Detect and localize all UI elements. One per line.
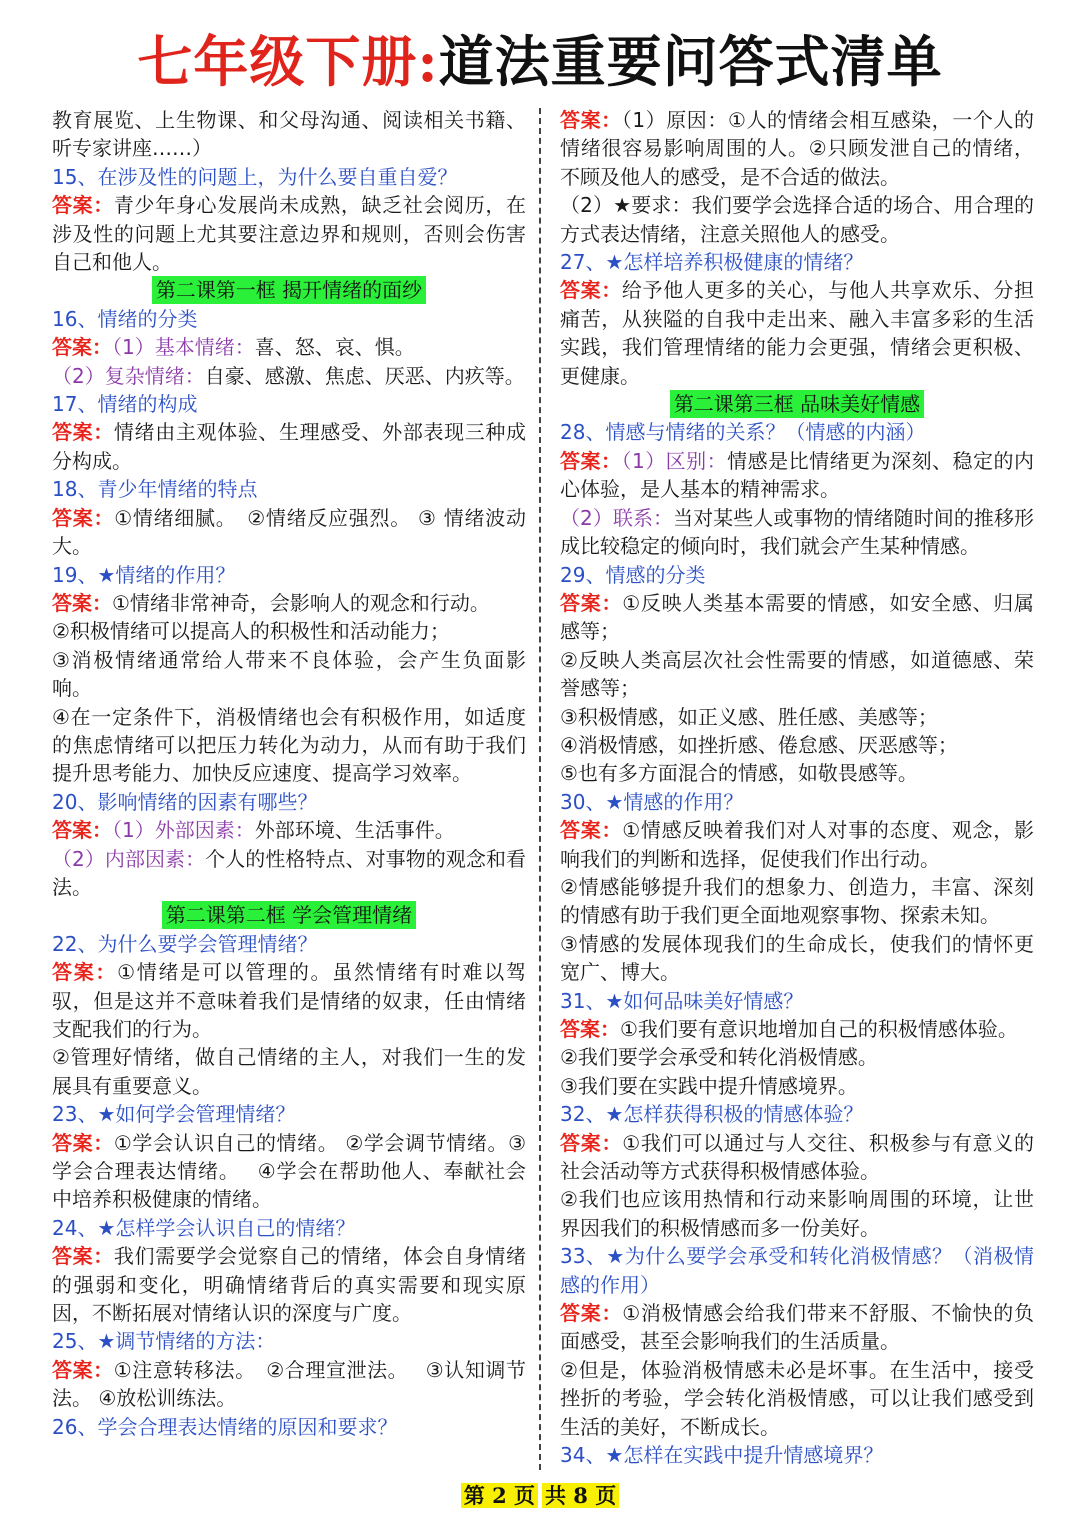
page-title xyxy=(0,22,1080,102)
text-continuation: 教育展览、上生物课、和父母沟通、阅读相关书籍、听专家讲座……） xyxy=(52,108,526,161)
answer-27: 答案：给予他人更多的关心，与他人共享欢乐、分担痛苦，从狭隘的自我中走出来、融入丰富多彩的生活实践，我们管理情绪的能力会更强，情绪会更积极、更健康。 xyxy=(560,278,1034,388)
answer-label: 答案： xyxy=(560,1130,623,1155)
answer-label: 答案： xyxy=(560,818,623,843)
title-subject: 道法重要问答式清单 xyxy=(438,29,943,94)
answer-label: 答案： xyxy=(560,1017,620,1041)
left-column xyxy=(52,106,526,1471)
question-32: 32、★怎样获得积极的情感体验？ xyxy=(560,1102,864,1127)
question-28: 28、情感与情绪的关系？（情感的内涵） xyxy=(560,420,926,445)
answer-29-2: ②反映人类高层次社会性需要的情感，如道德感、荣誉感等； xyxy=(560,647,1034,701)
answer-18: 答案：①情绪细腻。 ②情绪反应强烈。 ③ 情绪波动大。 xyxy=(52,505,526,559)
answer-19-2: ②积极情绪可以提高人的积极性和活动能力； xyxy=(52,619,450,644)
answer-15: 答案：青少年身心发展尚未成熟，缺乏社会阅历，在涉及性的问题上尤其要注意边界和规则，否则会伤害自己和他人。 xyxy=(52,193,526,275)
question-16: 16、情绪的分类 xyxy=(52,306,198,331)
answer-22-2: ②管理好情绪，做自己情绪的主人，对我们一生的发展具有重要意义。 xyxy=(52,1045,526,1098)
answer-33-2: ②但是，体验消极情感未必是坏事。在生活中，接受挫折的考验，学会转化消极情感，可以让我们感受到生活的美好，不断成长。 xyxy=(560,1357,1034,1439)
answer-32-2: ②我们也应该用热情和行动来影响周围的环境，让世界因我们的积极情感而多一份美好。 xyxy=(560,1187,1034,1240)
answer-30-2: ②情感能够提升我们的想象力、创造力，丰富、深刻的情感有助于我们更全面地观察事物、探索未知。 xyxy=(560,874,1034,928)
answer-19-1: 答案：①情绪非常神奇，会影响人的观念和行动。 xyxy=(52,590,490,615)
answer-label: 答案： xyxy=(52,1130,114,1155)
answer-26-requirement: （2）★要求：我们要学会选择合适的场合、用合理的方式表达情绪，注意关照他人的感受。 xyxy=(560,193,1034,246)
question-17: 17、情绪的构成 xyxy=(52,392,198,417)
answer-33-1: 答案：①消极情感会给我们带来不舒服、不愉快的负面感受，甚至会影响我们的生活质量。 xyxy=(560,1301,1034,1354)
page-footer xyxy=(0,1480,1080,1512)
section-heading-1: 第二课第一框 揭开情绪的面纱 xyxy=(52,276,526,304)
question-22: 22、为什么要学会管理情绪？ xyxy=(52,931,318,956)
question-27: 27、★怎样培养积极健康的情绪？ xyxy=(560,250,864,275)
section-heading-3: 第二课第三框 品味美好情感 xyxy=(560,390,1034,418)
question-29: 29、情感的分类 xyxy=(560,562,706,587)
answer-32-1: 答案：①我们可以通过与人交往、积极参与有意义的社会活动等方式获得积极情感体验。 xyxy=(560,1130,1034,1184)
question-31: 31、★如何品味美好情感？ xyxy=(560,988,804,1013)
answer-26-reason: 答案：（1）原因：①人的情绪会相互感染，一个人的情绪很容易影响周围的人。②只顾发泄自己的情绪，不顾及他人的感受，是不合适的做法。 xyxy=(560,108,1034,189)
answer-label: 答案： xyxy=(560,1301,623,1326)
answer-label: 答案： xyxy=(52,505,115,530)
question-20: 20、影响情绪的因素有哪些？ xyxy=(52,789,318,814)
answer-20-internal: （2）内部因素：个人的性格特点、对事物的观念和看法。 xyxy=(52,846,526,899)
answer-label: 答案： xyxy=(52,818,112,843)
page-number: 第 2 页 xyxy=(461,1483,538,1508)
answer-19-4: ④在一定条件下，消极情绪也会有积极作用，如适度的焦虑情绪可以把压力转化为动力，从而有助于我们提升思考能力、加快反应速度、提高学习效率。 xyxy=(52,704,526,786)
answer-label: 答案： xyxy=(52,960,118,985)
page-total: 共 8 页 xyxy=(542,1483,619,1508)
answer-label: 答案： xyxy=(52,420,114,445)
answer-29-5: ⑤也有多方面混合的情感，如敬畏感等。 xyxy=(560,761,918,786)
question-30: 30、★情感的作用？ xyxy=(560,789,744,814)
answer-28-connection: （2）联系：当对某些人或事物的情绪随时间的推移形成比较稳定的倾向时，我们就会产生某种情感。 xyxy=(560,505,1034,559)
question-23: 23、★如何学会管理情绪？ xyxy=(52,1102,296,1127)
answer-16-complex: （2）复杂情绪：自豪、感激、焦虑、厌恶、内疚等。 xyxy=(52,363,525,388)
answer-label: 答案： xyxy=(560,448,622,473)
answer-19-3: ③消极情绪通常给人带来不良体验，会产生负面影响。 xyxy=(52,647,526,701)
question-15: 15、在涉及性的问题上，为什么要自重自爱？ xyxy=(52,164,458,189)
answer-31-3: ③我们要在实践中提升情感境界。 xyxy=(560,1073,858,1098)
answer-17: 答案：情绪由主观体验、生理感受、外部表现三种成分构成。 xyxy=(52,420,526,473)
answer-28-difference: 答案：（1）区别：情感是比情绪更为深刻、稳定的内心体验，是人基本的精神需求。 xyxy=(560,448,1034,502)
question-26: 26、学会合理表达情绪的原因和要求？ xyxy=(52,1414,398,1439)
section-heading-2: 第二课第二框 学会管理情绪 xyxy=(52,901,526,929)
answer-label: 答案： xyxy=(52,193,114,218)
title-grade: 七年级下册: xyxy=(137,29,439,94)
answer-24: 答案：我们需要学会觉察自己的情绪，体会自身情绪的强弱和变化，明确情绪背后的真实需要和现实原因，不断拓展对情绪认识的深度与广度。 xyxy=(52,1244,526,1326)
answer-label: 答案： xyxy=(52,1244,114,1269)
answer-29-3: ③积极情感，如正义感、胜任感、美感等； xyxy=(560,704,938,729)
answer-20-external: 答案：（1）外部因素：外部环境、生活事件。 xyxy=(52,818,455,843)
question-25: 25、★调节情绪的方法： xyxy=(52,1329,276,1354)
answer-label: 答案： xyxy=(52,590,112,615)
right-column xyxy=(560,106,1034,1471)
answer-29-4: ④消极情感，如挫折感、倦怠感、厌恶感等； xyxy=(560,732,958,757)
answer-22-1: 答案：①情绪是可以管理的。虽然情绪有时难以驾驭，但是这并不意味着我们是情绪的奴隶，任由情绪支配我们的行为。 xyxy=(52,960,526,1041)
answer-29-1: 答案：①反映人类基本需要的情感，如安全感、归属感等； xyxy=(560,590,1034,644)
answer-label: 答案： xyxy=(52,335,112,360)
answer-label: 答案： xyxy=(560,278,622,303)
answer-16-basic: 答案：（1）基本情绪：喜、怒、哀、惧。 xyxy=(52,335,415,360)
answer-23: 答案：①学会认识自己的情绪。 ②学会调节情绪。③学会合理表达情绪。 ④学会在帮助他人、奉献社会中培养积极健康的情绪。 xyxy=(52,1130,526,1212)
answer-30-1: 答案：①情感反映着我们对人对事的态度、观念，影响我们的判断和选择，促使我们作出行动。 xyxy=(560,818,1034,871)
question-24: 24、★怎样学会认识自己的情绪？ xyxy=(52,1215,356,1240)
answer-label: 答案： xyxy=(52,1357,114,1382)
answer-30-3: ③情感的发展体现我们的生命成长，使我们的情怀更宽广、博大。 xyxy=(560,931,1034,985)
question-19: 19、★情绪的作用？ xyxy=(52,562,236,587)
question-18: 18、青少年情绪的特点 xyxy=(52,477,258,502)
question-33: 33、★为什么要学会承受和转化消极情感？（消极情感的作用） xyxy=(560,1244,1034,1297)
answer-25: 答案：①注意转移法。 ②合理宣泄法。 ③认知调节法。 ④放松训练法。 xyxy=(52,1357,526,1411)
column-divider xyxy=(539,108,541,1470)
question-34: 34、★怎样在实践中提升情感境界？ xyxy=(560,1443,884,1468)
answer-31-2: ②我们要学会承受和转化消极情感。 xyxy=(560,1045,878,1070)
answer-label: 答案： xyxy=(560,108,622,132)
answer-31-1: 答案：①我们要有意识地增加自己的积极情感体验。 xyxy=(560,1017,1018,1041)
answer-label: 答案： xyxy=(560,590,623,615)
